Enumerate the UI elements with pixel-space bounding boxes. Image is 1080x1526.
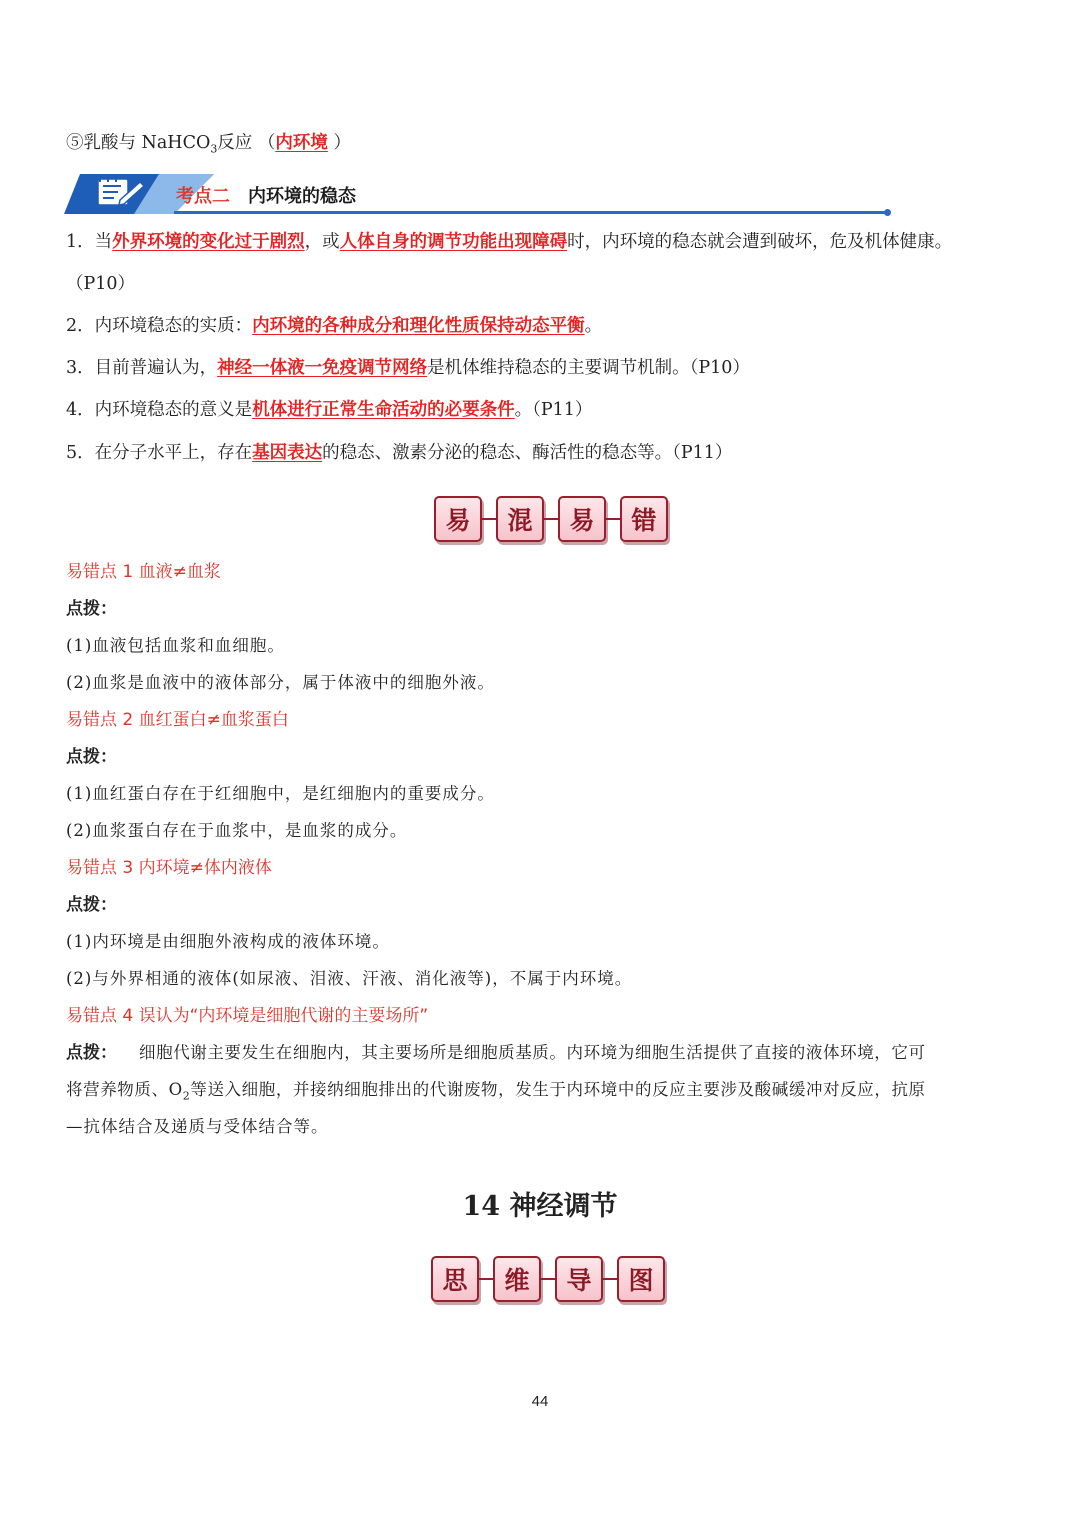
point-4-text-b: 。（P11）	[514, 400, 593, 420]
badge-mindmap	[431, 1256, 665, 1302]
point-1-answer-b: 人体自身的调节功能出现障碍	[339, 232, 568, 252]
error-4-text-2b: 等送入细胞，并接纳细胞排出的代谢废物，发生于内环境中的反应主要涉及酸碱缓冲对反应，抗原	[190, 1080, 926, 1099]
point-1-answer-a: 外界环境的变化过于剧烈	[112, 232, 305, 252]
top-line-sub: 3	[210, 142, 218, 156]
badge-connector	[541, 1278, 555, 1280]
point-4-answer: 机体进行正常生命活动的必要条件	[252, 400, 515, 420]
point-1-page-ref: （P10）	[66, 274, 136, 294]
point-2-answer: 内环境的各种成分和理化性质保持动态平衡	[252, 316, 585, 336]
error-4-text-1: 细胞代谢主要发生在细胞内，其主要场所是细胞质基质。内环境为细胞生活提供了直接的液体环境，它可	[139, 1043, 926, 1062]
error-4-line-3: —抗体结合及递质与受体结合等。	[66, 1117, 329, 1136]
badge-connector	[544, 518, 558, 520]
error-1-heading: 易错点 1 血液≠血浆	[66, 562, 221, 582]
section-subtitle: 内环境的稳态	[248, 186, 356, 207]
point-5-text-a: 5．在分子水平上，存在	[66, 443, 253, 463]
top-line-answer: 内环境	[275, 133, 328, 153]
error-1-line-2: (2)血浆是血液中的液体部分，属于体液中的细胞外液。	[66, 673, 495, 692]
top-line-prefix: ⑤乳酸与 NaHCO	[66, 133, 211, 153]
error-4-line-1	[66, 1041, 926, 1065]
error-1-tip: 点拨：	[66, 599, 117, 619]
section-underline-dot	[884, 209, 891, 216]
point-5-text-b: 的稳态、激素分泌的稳态、酶活性的稳态等。（P11）	[322, 443, 733, 463]
error-2-line-2: (2)血浆蛋白存在于血浆中，是血浆的成分。	[66, 821, 408, 840]
badge-char: 思	[431, 1256, 479, 1302]
error-2-tip: 点拨：	[66, 747, 117, 767]
point-1-text-b: ，或	[304, 232, 340, 252]
badge-char: 混	[496, 496, 544, 542]
error-3-heading: 易错点 3 内环境≠体内液体	[66, 858, 272, 878]
page-number: 44	[531, 1393, 549, 1410]
error-2-heading: 易错点 2 血红蛋白≠血浆蛋白	[66, 710, 289, 730]
section-underline	[174, 211, 888, 214]
badge-connector	[479, 1278, 493, 1280]
section-title	[176, 182, 356, 208]
section-title-label: 考点二	[176, 186, 230, 207]
chapter-title: 14 神经调节	[462, 1191, 618, 1222]
point-4	[66, 398, 592, 422]
point-3	[66, 356, 750, 380]
error-4-sub: 2	[182, 1089, 191, 1103]
top-line-mid: 反应 （	[217, 133, 276, 153]
badge-confusion	[434, 496, 668, 542]
point-4-text-a: 4．内环境稳态的意义是	[66, 400, 253, 420]
badge-char: 导	[555, 1256, 603, 1302]
point-2-text-a: 2．内环境稳态的实质：	[66, 316, 253, 336]
error-4-heading: 易错点 4 误认为“内环境是细胞代谢的主要场所”	[66, 1006, 429, 1026]
point-5	[66, 441, 732, 465]
badge-char: 错	[620, 496, 668, 542]
point-1-text-c: 时，内环境的稳态就会遭到破坏，危及机体健康。	[567, 232, 953, 252]
badge-connector	[603, 1278, 617, 1280]
badge-connector	[606, 518, 620, 520]
error-3-tip: 点拨：	[66, 895, 117, 915]
badge-char: 图	[617, 1256, 665, 1302]
error-4-text-2a: 将营养物质、O	[66, 1080, 183, 1099]
point-3-answer: 神经一体液一免疫调节网络	[217, 358, 428, 378]
error-4-line-2	[66, 1078, 926, 1108]
badge-char: 易	[434, 496, 482, 542]
error-1-line-1: (1)血液包括血浆和血细胞。	[66, 636, 285, 655]
point-1-text-a: 1．当	[66, 232, 113, 252]
point-3-text-b: 是机体维持稳态的主要调节机制。（P10）	[427, 358, 750, 378]
point-2	[66, 314, 602, 338]
error-3-line-2: (2)与外界相通的液体(如尿液、泪液、汗液、消化液等)，不属于内环境。	[66, 969, 633, 988]
top-line-suffix: ）	[327, 133, 351, 153]
error-2-line-1: (1)血红蛋白存在于红细胞中，是红细胞内的重要成分。	[66, 784, 495, 803]
top-line	[66, 131, 351, 162]
point-5-answer: 基因表达	[252, 443, 323, 463]
point-1	[66, 230, 952, 254]
badge-char: 维	[493, 1256, 541, 1302]
error-3-line-1: (1)内环境是由细胞外液构成的液体环境。	[66, 932, 390, 951]
badge-char: 易	[558, 496, 606, 542]
point-2-text-b: 。	[584, 316, 603, 336]
error-4-tip: 点拨：	[66, 1043, 117, 1063]
badge-connector	[482, 518, 496, 520]
section-header	[64, 174, 892, 218]
point-1-cont	[66, 272, 135, 296]
point-3-text-a: 3．目前普遍认为，	[66, 358, 218, 378]
